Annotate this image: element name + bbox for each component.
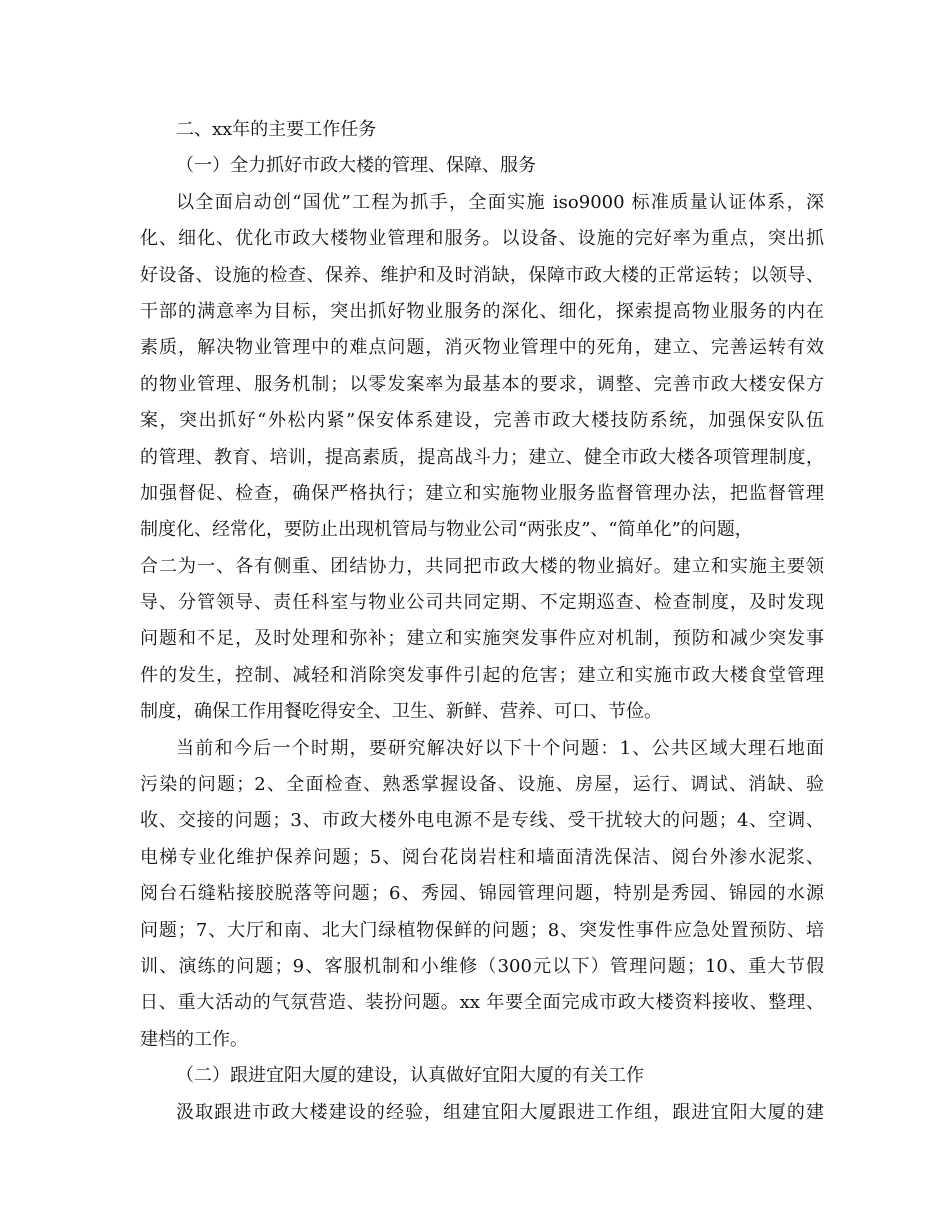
paragraph-line: 以全面启动创“国优”工程为抓手，全面实施 iso9000 标准质量认证体系，深 bbox=[176, 191, 824, 213]
paragraph-line: 问题；7、大厅和南、北大门绿植物保鲜的问题；8、突发性事件应急处置预防、培 bbox=[140, 919, 824, 941]
paragraph-line: 干部的满意率为目标，突出抓好物业服务的深化、细化，探索提高物业服务的内在 bbox=[140, 300, 824, 322]
paragraph-line: 好设备、设施的检查、保养、维护和及时消缺，保障市政大楼的正常运转；以领导、 bbox=[140, 264, 824, 286]
paragraph-line: 当前和今后一个时期，要研究解决好以下十个问题：1、公共区域大理石地面 bbox=[176, 737, 824, 759]
paragraph-line: 制度化、经常化，要防止出现机管局与物业公司“两张皮”、“简单化”的问题， bbox=[140, 519, 753, 541]
paragraph-2 bbox=[140, 731, 824, 1059]
paragraph-line: 日、重大活动的气氛营造、装扮问题。xx 年要全面完成市政大楼资料接收、整理、 bbox=[140, 992, 824, 1014]
section-heading: 二、xx年的主要工作任务 bbox=[176, 119, 377, 140]
paragraph-3 bbox=[140, 1095, 824, 1131]
paragraph-line: 阅台石缝粘接胶脱落等问题；6、秀园、锦园管理问题，特别是秀园、锦园的水源 bbox=[140, 883, 824, 905]
document-body bbox=[140, 112, 824, 1131]
paragraph-line: 电梯专业化维护保养问题；5、阅台花岗岩柱和墙面清洗保洁、阅台外渗水泥浆、 bbox=[140, 846, 824, 868]
paragraph-line: 训、演练的问题；9、客服机制和小维修（300元以下）管理问题；10、重大节假 bbox=[140, 955, 824, 977]
paragraph-line: 合二为一、各有侧重、团结协力，共同把市政大楼的物业搞好。建立和实施主要领 bbox=[140, 555, 824, 577]
subsection-title-1: （一）全力抓好市政大楼的管理、保障、服务 bbox=[176, 155, 536, 177]
paragraph-line: 污染的问题；2、全面检查、熟悉掌握设备、设施、房屋，运行、调试、消缺、验 bbox=[140, 774, 824, 796]
paragraph-line: 化、细化、优化市政大楼物业管理和服务。以设备、设施的完好率为重点，突出抓 bbox=[140, 228, 824, 250]
paragraph-1 bbox=[140, 185, 824, 731]
paragraph-line: 导、分管领导、责任科室与物业公司共同定期、不定期巡查、检查制度，及时发现 bbox=[140, 592, 824, 614]
subsection-title-2: （二）跟进宜阳大厦的建设，认真做好宜阳大厦的有关工作 bbox=[176, 1065, 644, 1087]
paragraph-line: 的管理、教育、培训，提高素质，提高战斗力；建立、健全市政大楼各项管理制度， bbox=[140, 446, 824, 468]
paragraph-line: 的物业管理、服务机制；以零发案率为最基本的要求，调整、完善市政大楼安保方 bbox=[140, 373, 824, 395]
paragraph-line: 问题和不足，及时处理和弥补；建立和实施突发事件应对机制，预防和减少突发事 bbox=[140, 628, 824, 650]
paragraph-line: 制度，确保工作用餐吃得安全、卫生、新鲜、营养、可口、节俭。 bbox=[140, 701, 662, 723]
paragraph-line: 汲取跟进市政大楼建设的经验，组建宜阳大厦跟进工作组，跟进宜阳大厦的建 bbox=[176, 1101, 824, 1123]
paragraph-line: 建档的工作。 bbox=[140, 1028, 248, 1050]
paragraph-line: 加强督促、检查，确保严格执行；建立和实施物业服务监督管理办法，把监督管理 bbox=[140, 482, 824, 504]
paragraph-line: 收、交接的问题；3、市政大楼外电电源不是专线、受干扰较大的问题；4、空调、 bbox=[140, 810, 824, 832]
paragraph-line: 素质，解决物业管理中的难点问题，消灭物业管理中的死角，建立、完善运转有效 bbox=[140, 337, 824, 359]
paragraph-line: 件的发生，控制、减轻和消除突发事件引起的危害；建立和实施市政大楼食堂管理 bbox=[140, 664, 824, 686]
paragraph-line: 案，突出抓好“外松内紧”保安体系建设，完善市政大楼技防系统，加强保安队伍 bbox=[140, 410, 824, 432]
